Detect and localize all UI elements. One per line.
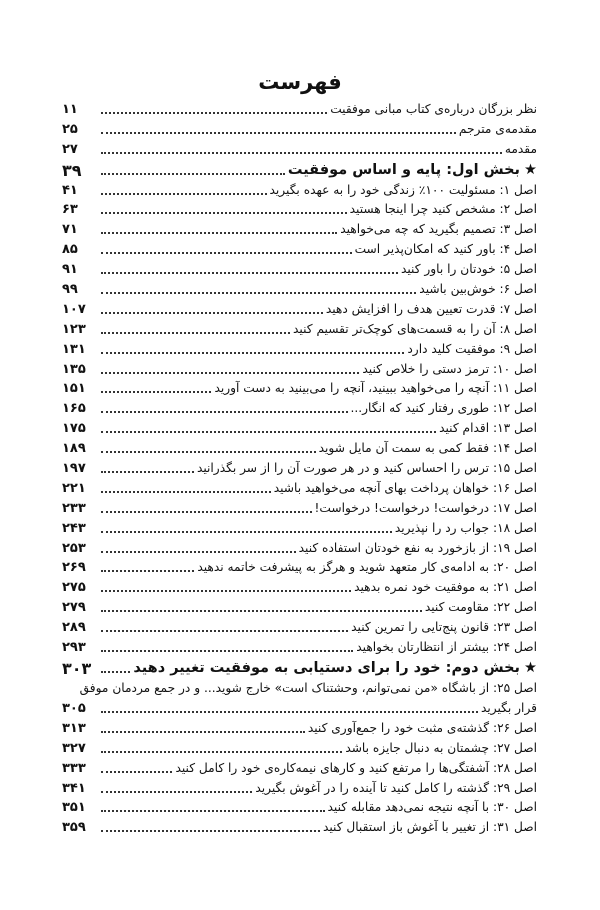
toc-entry-title: بخش اول: پایه و اساس موفقیت <box>287 161 520 178</box>
dot-leader <box>101 252 352 254</box>
part-heading <box>62 656 537 677</box>
toc-entry-title: اصل ۳۱: از تغییر با آغوش باز استقبال کنید <box>322 820 537 835</box>
toc-entry-title: اصل ۴: باور کنید که امکان‌پذیر است <box>354 242 537 257</box>
toc-entry <box>62 497 537 517</box>
dot-leader <box>101 411 348 413</box>
toc-entry <box>62 179 537 199</box>
dot-leader <box>101 132 456 134</box>
dot-leader <box>101 531 392 533</box>
toc-entry-title: اصل ۱۷: درخواست! درخواست! درخواست! <box>314 500 537 515</box>
toc-entry <box>62 737 537 757</box>
toc-entry-title: اصل ۲۱: به موفقیت خود نمره بدهید <box>354 580 537 595</box>
toc-entry-title: مقدمه <box>504 141 537 156</box>
dot-leader <box>101 771 172 773</box>
dot-leader <box>101 830 320 832</box>
dot-leader <box>101 810 325 812</box>
toc-page-number: ۲۴۳ <box>62 520 86 536</box>
page-title: فهرست <box>258 70 342 94</box>
toc-page-number: ۱۳۱ <box>62 341 86 357</box>
toc-page-number: ۲۷۹ <box>62 600 86 616</box>
toc-entry-title: اصل ۱۶: خواهان پرداخت بهای آنچه می‌خواهید باشید <box>273 480 537 495</box>
dot-leader <box>101 650 353 652</box>
toc-entry-title: اصل ۲۴: بیشتر از انتظارتان بخواهید <box>356 640 537 655</box>
toc-entry-title: اصل ۱۵: ترس را احساس کنید و در هر صورت آن را از سر بگذرانید <box>196 461 537 476</box>
toc-entry <box>62 636 537 656</box>
dot-leader <box>101 193 267 195</box>
toc-entry <box>62 616 537 636</box>
toc-entry <box>62 238 537 258</box>
toc-entry <box>62 199 537 219</box>
toc-page-number: ۱۱ <box>62 101 78 117</box>
dot-leader <box>101 471 194 473</box>
toc-entry-title: اصل ۱۴: فقط کمی به سمت آن مایل شوید <box>318 441 537 456</box>
toc-entry <box>62 596 537 616</box>
toc-page-number: ۲۵ <box>62 121 78 137</box>
toc-entry-title: بخش دوم: خود را برای دستیابی به موفقیت تغییر دهید <box>133 660 520 677</box>
toc-page-number: ۳۰۵ <box>62 700 86 716</box>
dot-leader <box>101 112 327 114</box>
toc-entry-title: اصل ۱۸: جواب رد را نپذیرید <box>394 520 537 535</box>
toc-page-number: ۱۷۵ <box>62 421 86 437</box>
dot-leader <box>101 671 130 673</box>
toc-page-number: ۱۸۹ <box>62 441 86 457</box>
toc-page-number: ۳۳۳ <box>62 760 86 776</box>
dot-leader <box>101 630 348 632</box>
toc-entry-title: اصل ۵: خودتان را باور کنید <box>400 262 537 277</box>
dot-leader <box>101 711 478 713</box>
dot-leader <box>101 232 337 234</box>
dot-leader <box>101 372 359 374</box>
toc-entry <box>62 258 537 278</box>
dot-leader <box>101 272 398 274</box>
toc-entry-title: اصل ۱۲: طوری رفتار کنید که انگار... <box>350 401 537 416</box>
toc-page-number: ۲۷۵ <box>62 580 86 596</box>
dot-leader <box>101 212 347 214</box>
table-of-contents <box>62 98 537 836</box>
toc-entry-title: اصل ۷: قدرت تعیین هدف را افزایش دهید <box>325 301 537 316</box>
toc-page-number: ۶۳ <box>62 202 78 218</box>
dot-leader <box>101 491 271 493</box>
dot-leader <box>101 451 316 453</box>
toc-page-number: ۱۳۵ <box>62 361 86 377</box>
dot-leader <box>101 352 404 354</box>
dot-leader <box>101 332 290 334</box>
toc-entry <box>62 417 537 437</box>
toc-page-number: ۳۵۹ <box>62 820 86 836</box>
toc-page-number: ۲۵۳ <box>62 540 86 556</box>
toc-page-number: ۲۶۹ <box>62 560 86 576</box>
toc-entry-title: اصل ۲۷: چشمتان به دنبال جایزه باشد <box>345 740 537 755</box>
toc-entry-title: قرار بگیرید <box>480 700 537 715</box>
toc-entry-title: اصل ۱۳: اقدام کنید <box>439 421 537 436</box>
dot-leader <box>101 431 436 433</box>
toc-entry <box>62 477 537 497</box>
toc-entry <box>62 677 537 697</box>
dot-leader <box>101 731 305 733</box>
toc-entry <box>62 318 537 338</box>
dot-leader <box>101 791 252 793</box>
toc-page-number: ۷۱ <box>62 222 78 238</box>
toc-page-number: ۳۵۱ <box>62 800 86 816</box>
toc-entry <box>62 537 537 557</box>
dot-leader <box>101 570 194 572</box>
toc-page-number: ۲۸۹ <box>62 620 86 636</box>
dot-leader <box>101 292 416 294</box>
toc-entry <box>62 118 537 138</box>
toc-entry-title: اصل ۱۹: از بازخورد به نفع خودتان استفاده کنید <box>298 540 537 555</box>
toc-entry <box>62 397 537 417</box>
toc-entry-title: اصل ۲۶: گذشته‌ی مثبت خود را جمع‌آوری کنید <box>307 720 537 735</box>
toc-entry <box>62 457 537 477</box>
toc-entry-title: اصل ۲۰: به ادامه‌ی کار متعهد شوید و هرگز به پیشرفت خاتمه ندهید <box>197 560 537 575</box>
toc-entry-title: مقدمه‌ی مترجم <box>458 121 537 136</box>
toc-entry-title: اصل ۸: آن را به قسمت‌های کوچک‌تر تقسیم کنید <box>293 321 537 336</box>
dot-leader <box>101 173 285 175</box>
toc-page-number: ۴۱ <box>62 182 78 198</box>
toc-page-number: ۳۰۳ <box>62 659 92 679</box>
toc-entry-title: اصل ۲۳: قانون پنج‌تایی را تمرین کنید <box>351 620 537 635</box>
star-icon: ★ <box>524 161 537 178</box>
toc-page-number: ۲۲۱ <box>62 480 86 496</box>
toc-page-number: ۱۰۷ <box>62 301 86 317</box>
toc-entry <box>62 358 537 378</box>
star-icon: ★ <box>524 660 537 677</box>
toc-entry <box>62 557 537 577</box>
toc-entry-title: اصل ۲۵: از باشگاه «من نمی‌توانم، وحشتناک است» خارج شوید... و در جمع مردمان موفق <box>79 681 537 696</box>
toc-entry <box>62 298 537 318</box>
toc-page-number: ۱۹۷ <box>62 461 86 477</box>
toc-page-number: ۹۹ <box>62 282 78 298</box>
toc-page-number: ۳۹ <box>62 160 82 180</box>
toc-entry-title: اصل ۱۱: آنچه را می‌خواهید ببینید، آنچه را می‌بینید به دست آورید <box>214 381 537 396</box>
toc-entry <box>62 218 537 238</box>
toc-page-number: ۱۲۳ <box>62 321 86 337</box>
dot-leader <box>101 312 323 314</box>
toc-page-number: ۲۷ <box>62 141 78 157</box>
toc-entry <box>62 338 537 358</box>
dot-leader <box>101 751 342 753</box>
dot-leader <box>101 590 351 592</box>
toc-page-number: ۱۵۱ <box>62 381 86 397</box>
toc-entry <box>62 437 537 457</box>
toc-page-number: ۳۴۱ <box>62 780 86 796</box>
toc-entry-title: اصل ۲: مشخص کنید چرا اینجا هستید <box>349 202 537 217</box>
toc-page-number: ۲۹۳ <box>62 640 86 656</box>
toc-entry <box>62 378 537 398</box>
toc-page-number: ۱۶۵ <box>62 401 86 417</box>
dot-leader <box>101 152 502 154</box>
toc-page-number: ۳۲۷ <box>62 740 86 756</box>
toc-entry-title: اصل ۳۰: با آنچه نتیجه نمی‌دهد مقابله کنید <box>327 800 537 815</box>
toc-entry-title: اصل ۶: خوش‌بین باشید <box>419 282 537 297</box>
dot-leader <box>101 610 422 612</box>
toc-entry-title: اصل ۱: مسئولیت ۱۰۰٪ زندگی خود را به عهده بگیرید <box>269 182 537 197</box>
toc-page-number: ۳۱۳ <box>62 720 86 736</box>
toc-entry-title: اصل ۳: تصمیم بگیرید که چه می‌خواهید <box>340 222 537 237</box>
toc-entry <box>62 576 537 596</box>
toc-entry <box>62 717 537 737</box>
toc-page-number: ۲۳۳ <box>62 500 86 516</box>
toc-entry-title: اصل ۲۲: مقاومت کنید <box>424 600 537 615</box>
toc-page-number: ۹۱ <box>62 262 78 278</box>
dot-leader <box>101 391 211 393</box>
toc-page-number: ۸۵ <box>62 242 78 258</box>
toc-entry <box>62 138 537 158</box>
toc-entry-title: اصل ۲۸: آشفتگی‌ها را مرتفع کنید و کارهای نیمه‌کاره‌ی خود را کامل کنید <box>175 760 537 775</box>
toc-entry <box>62 777 537 797</box>
toc-entry <box>62 797 537 817</box>
toc-entry <box>62 697 537 717</box>
toc-entry <box>62 757 537 777</box>
toc-entry <box>62 816 537 836</box>
toc-entry <box>62 278 537 298</box>
toc-entry <box>62 517 537 537</box>
toc-entry-title: اصل ۹: موفقیت کلید دارد <box>407 341 537 356</box>
part-heading <box>62 158 537 179</box>
toc-entry <box>62 98 537 118</box>
toc-entry-title: اصل ۲۹: گذشته را کامل کنید تا آینده را در آغوش بگیرید <box>255 780 537 795</box>
dot-leader <box>101 511 312 513</box>
dot-leader <box>101 551 296 553</box>
toc-entry-title: اصل ۱۰: ترمز دستی را خلاص کنید <box>362 361 537 376</box>
toc-entry-title: نظر بزرگان درباره‌ی کتاب مبانی موفقیت <box>330 101 537 116</box>
